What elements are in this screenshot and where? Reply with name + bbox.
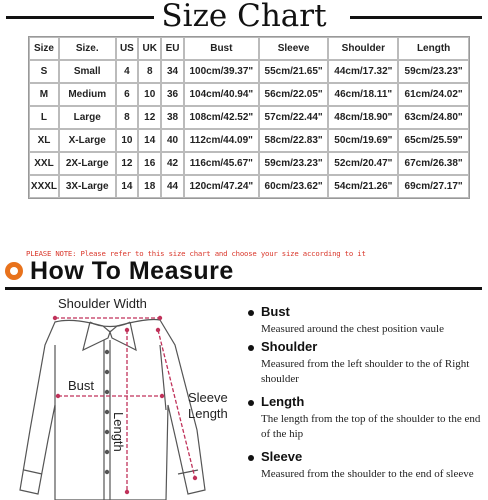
table-cell: 100cm/39.37" xyxy=(184,60,259,83)
table-cell: X-Large xyxy=(59,129,116,152)
table-cell: M xyxy=(29,83,59,106)
table-cell: 8 xyxy=(116,106,139,129)
table-row xyxy=(29,60,469,83)
measure-item-desc: Measured from the left shoulder to the of Right shoulder xyxy=(261,358,470,385)
table-cell: 65cm/25.59" xyxy=(398,129,469,152)
column-header: Shoulder xyxy=(328,37,398,60)
page-title: Size Chart xyxy=(161,0,327,34)
table-cell: 67cm/26.38" xyxy=(398,152,469,175)
table-cell: 10 xyxy=(138,83,161,106)
table-cell: 16 xyxy=(138,152,161,175)
how-to-measure-rule xyxy=(5,287,482,290)
table-cell: 56cm/22.05" xyxy=(259,83,329,106)
table-row xyxy=(29,129,469,152)
sleeve-label: Sleeve xyxy=(188,390,228,405)
column-header: EU xyxy=(161,37,184,60)
size-chart-header xyxy=(0,0,488,32)
table-row xyxy=(29,106,469,129)
column-header: US xyxy=(116,37,139,60)
table-cell: 12 xyxy=(138,106,161,129)
table-cell: 59cm/23.23" xyxy=(259,152,329,175)
table-cell: XL xyxy=(29,129,59,152)
table-cell: 34 xyxy=(161,60,184,83)
shoulder-width-label: Shoulder Width xyxy=(58,296,147,311)
size-table xyxy=(28,36,470,199)
bullet-icon xyxy=(248,400,254,406)
table-cell: 58cm/22.83" xyxy=(259,129,329,152)
table-cell: 50cm/19.69" xyxy=(328,129,398,152)
table-cell: 54cm/21.26" xyxy=(328,175,398,198)
column-header: Sleeve xyxy=(259,37,329,60)
table-cell: 108cm/42.52" xyxy=(184,106,259,129)
table-cell: 18 xyxy=(138,175,161,198)
column-header: Length xyxy=(398,37,469,60)
measure-item-head: Bust xyxy=(261,304,290,319)
table-cell: S xyxy=(29,60,59,83)
table-cell: 48cm/18.90" xyxy=(328,106,398,129)
bullet-icon xyxy=(248,310,254,316)
table-cell: 44cm/17.32" xyxy=(328,60,398,83)
table-cell: 63cm/24.80" xyxy=(398,106,469,129)
table-cell: 42 xyxy=(161,152,184,175)
column-header: Bust xyxy=(184,37,259,60)
table-cell: 112cm/44.09" xyxy=(184,129,259,152)
table-cell: 14 xyxy=(138,129,161,152)
table-cell: Large xyxy=(59,106,116,129)
table-row xyxy=(29,175,469,198)
table-cell: L xyxy=(29,106,59,129)
table-cell: Medium xyxy=(59,83,116,106)
column-header: UK xyxy=(138,37,161,60)
table-cell: 69cm/27.17" xyxy=(398,175,469,198)
table-cell: 40 xyxy=(161,129,184,152)
how-to-measure-title: How To Measure xyxy=(30,257,234,285)
table-cell: 14 xyxy=(116,175,139,198)
table-cell: 55cm/21.65" xyxy=(259,60,329,83)
table-row xyxy=(29,152,469,175)
table-row xyxy=(29,83,469,106)
measure-item-head: Shoulder xyxy=(261,339,318,354)
measure-item-desc: Measured from the shoulder to the end of sleeve xyxy=(261,468,474,480)
table-cell: 38 xyxy=(161,106,184,129)
column-header: Size. xyxy=(59,37,116,60)
table-cell: 8 xyxy=(138,60,161,83)
table-cell: 60cm/23.62" xyxy=(259,175,329,198)
table-cell: 2X-Large xyxy=(59,152,116,175)
measure-item-desc: The length from the top of the shoulder to the end of the hip xyxy=(261,413,481,440)
table-cell: 57cm/22.44" xyxy=(259,106,329,129)
table-cell: 104cm/40.94" xyxy=(184,83,259,106)
table-cell: 12 xyxy=(116,152,139,175)
bullet-icon xyxy=(248,455,254,461)
table-cell: 36 xyxy=(161,83,184,106)
table-cell: 4 xyxy=(116,60,139,83)
table-cell: 61cm/24.02" xyxy=(398,83,469,106)
table-cell: 44 xyxy=(161,175,184,198)
table-cell: 52cm/20.47" xyxy=(328,152,398,175)
table-header-row xyxy=(29,37,469,60)
bust-label: Bust xyxy=(68,378,95,393)
table-cell: 10 xyxy=(116,129,139,152)
sleeve-length-label: Length xyxy=(188,406,228,421)
bullet-icon xyxy=(248,345,254,351)
table-cell: Small xyxy=(59,60,116,83)
table-cell: 3X-Large xyxy=(59,175,116,198)
table-cell: 6 xyxy=(116,83,139,106)
title-rule-right xyxy=(350,16,482,19)
measure-item-head: Length xyxy=(261,394,305,409)
size-note: PLEASE NOTE: Please refer to this size chart and choose your size according to it xyxy=(26,249,366,258)
table-cell: 46cm/18.11" xyxy=(328,83,398,106)
table-cell: 116cm/45.67" xyxy=(184,152,259,175)
table-cell: 120cm/47.24" xyxy=(184,175,259,198)
target-icon xyxy=(5,262,23,280)
table-cell: XXXL xyxy=(29,175,59,198)
column-header: Size xyxy=(29,37,59,60)
table-body xyxy=(29,60,469,198)
measure-item-desc: Measured around the chest position vaule xyxy=(261,323,444,335)
length-label: Length xyxy=(111,412,126,452)
table-cell: XXL xyxy=(29,152,59,175)
measure-item-head: Sleeve xyxy=(261,449,303,464)
table-cell: 59cm/23.23" xyxy=(398,60,469,83)
